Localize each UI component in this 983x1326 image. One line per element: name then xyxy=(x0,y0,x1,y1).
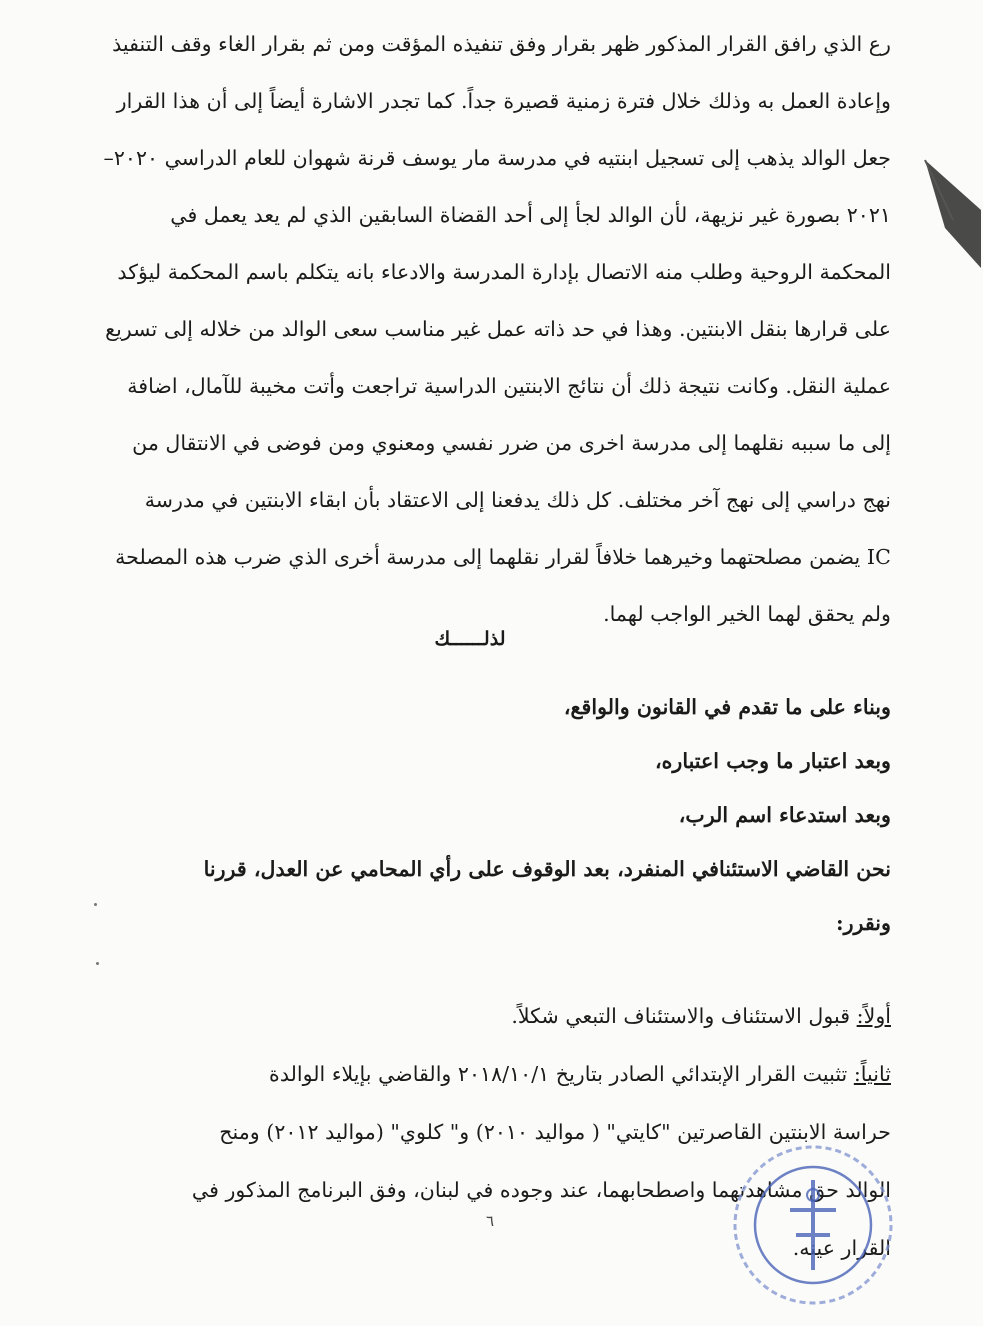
section-heading: لذلــــــك xyxy=(434,628,506,650)
ruling-continuation-line: الوالد حق مشاهدتهما واصطحابهما، عند وجوده في لبنان، وفق البرنامج المذكور في xyxy=(191,1178,891,1202)
paragraph-line: على قرارها بنقل الابنتين. وهذا في حد ذاته عمل غير مناسب سعى الوالد من خلاله إلى تسريع xyxy=(105,317,891,341)
paragraph-line: المحكمة الروحية وطلب منه الاتصال بإدارة المدرسة والادعاء بانه يتكلم باسم المحكمة ليؤكد xyxy=(117,260,891,284)
paragraph-line: ٢٠٢١ بصورة غير نزيهة، لأن الوالد لجأ إلى أحد القضاة السابقين الذي لم يعد يعمل في xyxy=(170,203,891,227)
ruling-continuation-line: حراسة الابنتين القاصرتين "كايتي" ( مواليد ٢٠١٠) و" كلوي" (مواليد ٢٠١٢) ومنح xyxy=(219,1120,891,1144)
paper-fold-mark xyxy=(923,150,983,290)
paragraph-line: IC يضمن مصلحتهما وخيرهما خلافاً لقرار نقلهما إلى مدرسة أخرى الذي ضرب هذه المصلحة xyxy=(115,545,891,569)
ruling-label: أولاً: xyxy=(856,1004,891,1028)
paragraph-line: وإعادة العمل به وذلك خلال فترة زمنية قصيرة جداً. كما تجدر الاشارة أيضاً إلى أن هذا القرار xyxy=(116,89,891,113)
consideration-line: وبعد اعتبار ما وجب اعتباره، xyxy=(654,749,891,773)
paragraph-line: إلى ما سببه نقلهما إلى مدرسة اخرى من ضرر نفسي ومعنوي ومن فوضى في الانتقال من xyxy=(132,431,891,455)
ruling-label: ثانياً: xyxy=(853,1062,891,1086)
considerations-block xyxy=(80,680,891,950)
ruling-continuation-line: القرار عينه. xyxy=(792,1236,891,1260)
paragraph-line: ولم يحقق لهما الخير الواجب لهما. xyxy=(603,602,891,626)
consideration-line: ونقرر: xyxy=(835,911,891,935)
ink-speck xyxy=(96,962,99,965)
ink-speck xyxy=(94,903,97,906)
consideration-line: نحن القاضي الاستئنافي المنفرد، بعد الوقوف على رأي المحامي عن العدل، قررنا xyxy=(203,857,891,881)
paragraph-line: نهج دراسي إلى نهج آخر مختلف. كل ذلك يدفعنا إلى الاعتقاد بأن ابقاء الابنتين في مدرسة xyxy=(144,488,891,512)
paragraph-line: رع الذي رافق القرار المذكور ظهر بقرار وفق تنفيذه المؤقت ومن ثم بقرار الغاء وقف التنفيذ xyxy=(112,32,891,56)
ruling-text: قبول الاستئناف والاستئناف التبعي شكلاً. xyxy=(511,1004,857,1028)
court-seal-stamp-icon xyxy=(728,1140,898,1310)
paragraph-body xyxy=(80,16,891,643)
ruling-text: تثبيت القرار الإبتدائي الصادر بتاريخ ٢٠١٨/١٠/١ والقاضي بإيلاء الوالدة xyxy=(269,1062,854,1086)
consideration-line: وبناء على ما تقدم في القانون والواقع، xyxy=(563,695,891,719)
ruling-second xyxy=(80,1048,891,1106)
page-number: ٦ xyxy=(485,1212,495,1230)
ruling-first xyxy=(80,990,891,1048)
paragraph-line: عملية النقل. وكانت نتيجة ذلك أن نتائج الابنتين الدراسية تراجعت وأتت مخيبة للآمال، اضافة xyxy=(127,374,891,398)
paragraph-line: جعل الوالد يذهب إلى تسجيل ابنتيه في مدرسة مار يوسف قرنة شهوان للعام الدراسي ٢٠٢٠– xyxy=(103,146,891,170)
consideration-line: وبعد استدعاء اسم الرب، xyxy=(678,803,891,827)
